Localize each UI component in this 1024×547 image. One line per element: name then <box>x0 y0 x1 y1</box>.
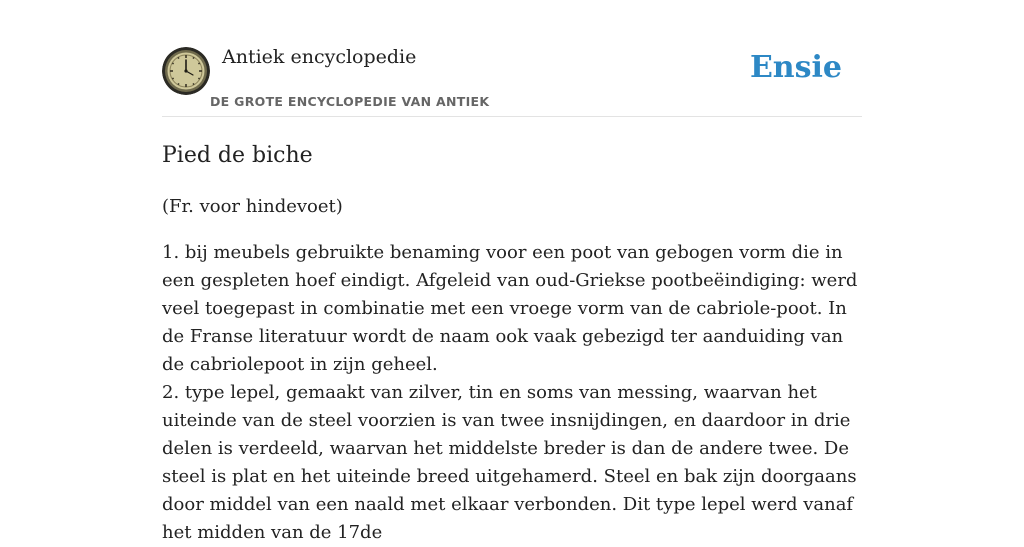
page-container <box>162 0 862 547</box>
term-summary: (Fr. voor hindevoet) <box>162 196 343 217</box>
definition-paragraph: 2. type lepel, gemaakt van zilver, tin en soms van messing, waarvan het uiteinde van de steel voorzien is van twee insnijdingen, en daardoor in drie delen is verdeeld, waarvan het middelste breder is dan de andere twee. De steel is plat en het uiteinde breed uitgehamerd. Steel en bak zijn doorgaans door middel van een naald met elkaar verbonden. Dit type lepel werd vanaf het midden van de 17de <box>162 382 857 543</box>
page-title: Pied de biche <box>162 143 313 168</box>
antique-clock-icon[interactable] <box>162 47 210 95</box>
article-body <box>162 239 868 547</box>
definition-paragraph: 1. bij meubels gebruikte benaming voor een poot van gebogen vorm die in een gespleten hoef eindigt. Afgeleid van oud-Griekse pootbeëindiging: werd veel toegepast in combinatie met een vroege vorm van de cabriole-poot. In de Franse literatuur wordt de naam ook vaak gebezigd ter aanduiding van de cabriolepoot in zijn geheel. <box>162 242 858 375</box>
site-subtitle: DE GROTE ENCYCLOPEDIE VAN ANTIEK <box>210 94 490 109</box>
ensie-logo-link[interactable]: Ensie <box>749 50 842 85</box>
site-header <box>162 0 862 117</box>
site-title[interactable]: Antiek encyclopedie <box>222 46 417 68</box>
